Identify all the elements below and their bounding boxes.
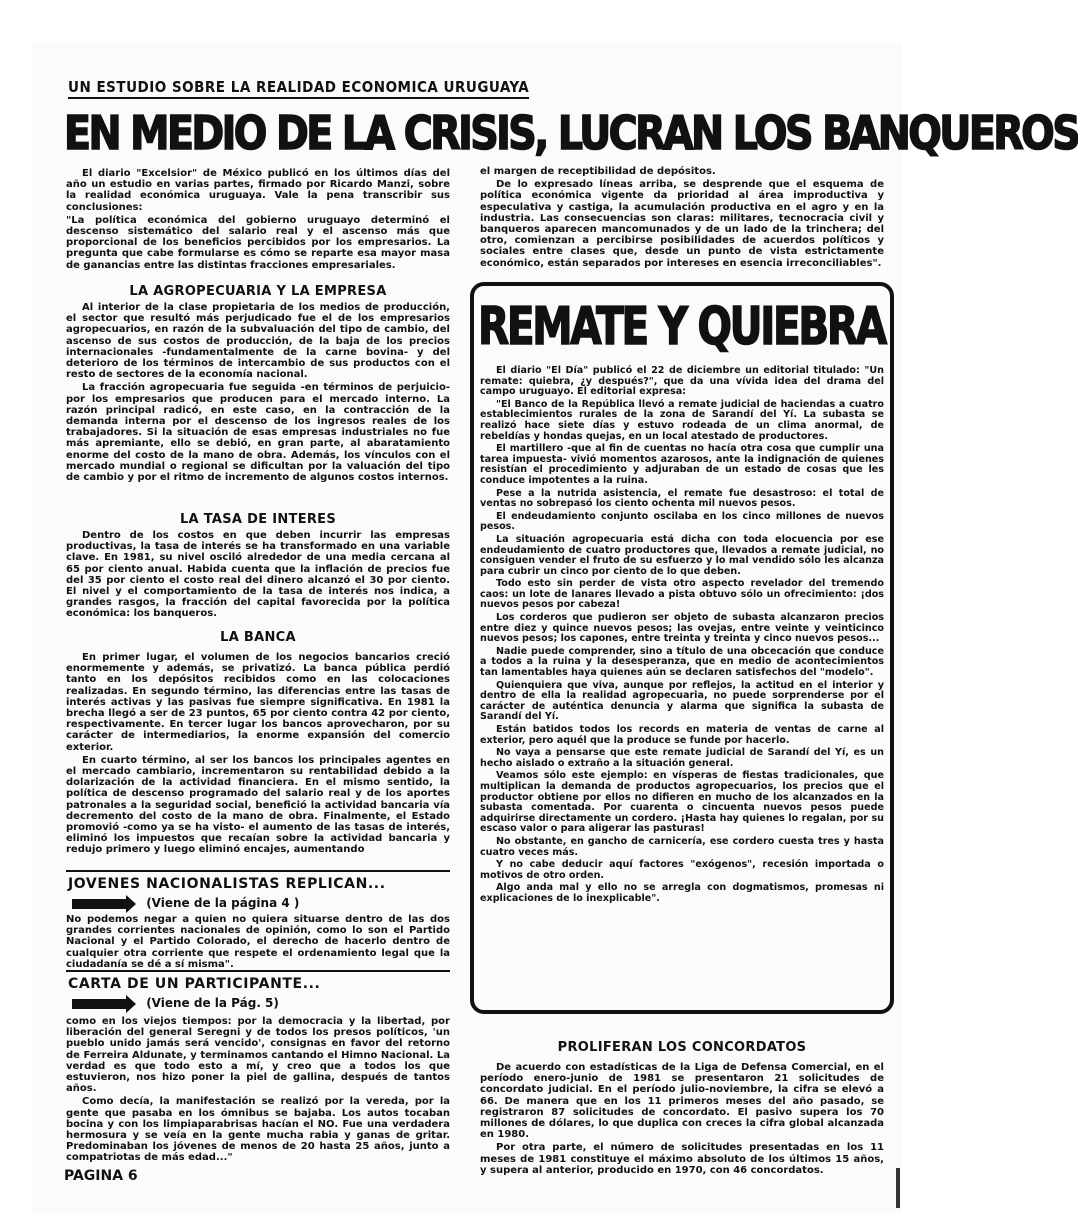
remate-paragraph-16: Algo anda mal y ello no se arregla con dogmatismos, promesas ni explicaciones de lo inexplicable". [480,882,884,904]
concordatos-paragraph-2: Por otra parte, el número de solicitudes presentadas en los 11 meses de 1981 constituye el máximo absoluto de los últimos 15 años, y supera al anterior, producido en 1970, con 46 concordatos. [480,1142,884,1176]
agro-paragraph-2: La fracción agropecuaria fue seguida -en términos de perjuicio- por los empresarios que producen para el mercado interno. La razón principal radicó, en este caso, en la contracción de la demanda interna por el descenso de los ingresos reales de los trabajadores. Si la situación de esas empresas industriales no fue más apremiante, ello se debió, en gran parte, al abaratamiento enorme del costo de la mano de obra. Además, los vínculos con el mercado mundial o regional se dificultan por la valuación del tipo de cambio y por el ritmo de incremento de algunos costos internos. [66,382,450,484]
intro-paragraph-1: El diario "Excelsior" de México publicó en los últimos días del año un estudio en varias partes, firmado por Ricardo Manzi, sobre la realidad económica uruguaya. Vale la pena transcribir sus conclusiones: [66,168,450,213]
section-heading-concordatos: PROLIFERAN LOS CONCORDATOS [557,1040,807,1055]
agro-paragraph-1: Al interior de la clase propietaria de los medios de producción, el sector que resultó más perjudicado fue el de los empresarios agropecuarios, en razón de la subvaluación del tipo de cambio, del ascenso de sus costos de producción, de la baja de los precios internacionales -fundamentalmente de la carne bovina- y del deterioro de los términos de intercambio de sus productos con el resto de sectores de la economía nacional. [66,302,450,381]
banca-paragraph-1: En primer lugar, el volumen de los negocios bancarios creció enormemente y además, se privatizó. La banca pública perdió tanto en los depósitos recibidos como en las colocaciones realizadas. En segundo término, las diferencias entre las tasas de interés activas y las pasivas fue siempre significativa. En 1981 la brecha llegó a ser de 23 puntos, 65 por ciento contra 42 por ciento, respectivamente. En tercer lugar los bancos aprovecharon, por su carácter de intermediarios, la enorme expansión del comercio exterior. [66,652,450,753]
kicker-line: UN ESTUDIO SOBRE LA REALIDAD ECONOMICA URUGUAYA [68,78,529,99]
remate-article [480,366,884,907]
tasa-paragraph-1: Dentro de los costos en que deben incurrir las empresas productivas, la tasa de interés se ha transformado en una variable clave. En 1981, su nivel osciló alrededor de una media cercana al 65 por ciento anual. Habida cuenta que la inflación de precios fue del 35 por ciento el costo real del dinero alcanzó el 30 por ciento. El nivel y el comportamiento de la tasa de interés nos indica, a grandes rasgos, la fracción del capital favorecida por la política económica: los banqueros. [66,530,450,620]
remate-title: REMATE Y QUIEBRA [478,297,885,357]
divider-jovenes [66,870,450,872]
arrow-icon [72,899,126,909]
remate-paragraph-12: No vaya a pensarse que este remate judicial de Sarandí del Yí, es un hecho aislado o extraño a la situación general. [480,747,884,769]
banca-paragraph-2: En cuarto término, al ser los bancos los principales agentes en el mercado cambiario, incrementaron su rentabilidad debido a la dolarización de la actividad financiera. En el mismo sentido, la política de descenso programado del salario real y de los aportes patronales a la seguridad social, benefició la actividad bancaria vía decremento del costo de la mano de obra. Finalmente, el Estado promovió -como ya se ha visto- el aumento de las tasas de interés, eliminó los impuestos que recaían sobre la actividad bancaria y redujo primero y luego eliminó encajes, aumentando [66,754,450,856]
carta-continuation-label: (Viene de la Pág. 5) [146,996,279,1010]
remate-paragraph-5: El endeudamiento conjunto oscilaba en los cinco millones de nuevos pesos. [480,510,884,533]
remate-paragraph-14: No obstante, en gancho de carnicería, ese cordero cuesta tres y hasta cuatro veces más. [480,835,884,858]
arrow-icon [72,999,126,1009]
page-number: PAGINA 6 [64,1168,138,1184]
carta-title: CARTA DE UN PARTICIPANTE... [68,976,321,992]
remate-paragraph-8: Los corderos que pudieron ser objeto de subasta alcanzaron precios entre diez y quince nuevos pesos; las ovejas, entre veinte y veinticinco nuevos pesos; los capones, entre treinta y treinta y cinco nuevos pesos... [480,612,884,645]
main-headline: EN MEDIO DE LA CRISIS, LUCRAN LOS BANQUEROS [64,106,1078,160]
intro-article [66,168,450,273]
remate-paragraph-13: Veamos sólo este ejemplo: en vísperas de fiestas tradicionales, que multiplican la demanda de productos agropecuarios, los precios que el productor obtiene por ellos no difieren en mucho de los alcanzados en la subasta comentada. Por cuarenta o cincuenta nuevos pesos puede adquirirse directamente un cordero. ¡Hasta hay quienes lo regalan, por su escaso valor o para aligerar las pasturas! [480,770,884,835]
jovenes-continuation-label: (Viene de la página 4 ) [146,896,300,910]
carta-paragraph-1: como en los viejos tiempos: por la democracia y la libertad, por liberación del general Seregni y de todos los presos políticos, 'un pueblo unido jamás será vencido', consignas en favor del retorno de Ferreira Aldunate, y terminamos cantando el Himno Nacional. La verdad es que todo esto a mí, y creo que a todos los que estuvieron, nos hizo poner la piel de gallina, después de tantos años. [66,1016,450,1095]
conclusion-paragraph-2: De lo expresado líneas arriba, se desprende que el esquema de política económica vigente da prioridad al área improductiva y especulativa y castiga, la acumulación productiva en el agro y en la industria. Las consecuencias son claras: militares, tecnocracia civil y banqueros aparecen mancomunados y de un lado de la trinchera; del otro, comienzan a percibirse posibilidades de acuerdos políticos y sociales entre clases que, desde un punto de vista estrictamente económico, están separados por intereses en esencia irreconciliables". [480,179,884,269]
section-heading-agro: LA AGROPECUARIA Y LA EMPRESA [129,284,387,299]
conclusion-paragraph-1: el margen de receptibilidad de depósitos. [480,166,716,177]
remate-paragraph-7: Todo esto sin perder de vista otro aspecto revelador del tremendo caos: un lote de lanares llevado a pista obtuvo sólo un ofrecimiento: ¡dos nuevos pesos por cabeza! [480,578,884,611]
remate-paragraph-3: El martillero -que al fin de cuentas no hacía otra cosa que cumplir una tarea impuesta- vivió momentos azarosos, ante la indignación de quienes resistían el procedimiento y adjuraban de un estado de cosas que les conduce impotentes a la ruina. [480,443,884,486]
jovenes-paragraph-1: No podemos negar a quien no quiera situarse dentro de las dos grandes corrientes nacionales de opinión, como lo son el Partido Nacional y el Partido Colorado, el derecho de hacerlo dentro de cualquier otra corriente que respete el ordenamiento legal que la ciudadanía se dé a sí misma". [66,914,450,970]
concordatos-paragraph-1: De acuerdo con estadísticas de la Liga de Defensa Comercial, en el período enero-junio de 1981 se presentaron 21 solicitudes de concordato judicial. En el período julio-noviembre, la cifra se elevó a 66. De manera que en los 11 primeros meses del año pasado, se registraron 87 solicitudes de concordato. El pasivo supera los 70 millones de dólares, lo que duplica con creces la cifra global alcanzada en 1980. [480,1062,884,1141]
remate-paragraph-6: La situación agropecuaria está dicha con toda elocuencia por ese endeudamiento de cuatro productores que, llevados a remate judicial, no consiguen vender el fruto de su esfuerzo y lo mal vendido sólo les alcanza para cubrir un cinco por ciento de lo que deben. [480,533,884,577]
jovenes-continuation [72,896,299,910]
remate-paragraph-11: Están batidos todos los records en materia de ventas de carne al exterior, pero aquél que la produce se funde por hacerlo. [480,724,884,746]
tasa-section [66,530,450,622]
jovenes-title: JOVENES NACIONALISTAS REPLICAN... [68,876,386,892]
divider-carta [66,970,450,972]
intro-conclusion [480,166,884,271]
carta-continuation [72,996,279,1010]
concordatos-section [480,1062,884,1178]
scan-edge-mark [896,1168,900,1208]
remate-paragraph-9: Nadie puede comprender, sino a título de una obcecación que conduce a todos a la ruina y la desesperanza, que en medio de acontecimientos tan lamentables haya quienes aún se declaren satisfechos del "modelo". [480,645,884,679]
remate-paragraph-2: "El Banco de la República llevó a remate judicial de haciendas a cuatro establecimientos rurales de la zona de Sarandí del Yí. La subasta se realizó hace siete días y estuvo rodeada de un clima anormal, de rebeldías y hondas quejas, en un local atestado de productores. [480,398,884,442]
agro-section [66,302,450,485]
remate-paragraph-15: Y no cabe deducir aquí factores "exógenos", recesión importada o motivos de otro orden. [480,859,884,881]
remate-paragraph-10: Quienquiera que viva, aunque por reflejos, la actitud en el interior y dentro de ella la realidad agropecuaria, no puede sorprenderse por el carácter de auténtica denuncia y alarma que significa la subasta de Sarandí del Yí. [480,679,884,723]
carta-article [66,1016,450,1166]
section-heading-tasa: LA TASA DE INTERES [179,512,337,527]
banca-section [66,652,450,858]
jovenes-article [66,914,450,972]
section-heading-banca: LA BANCA [220,630,296,645]
remate-paragraph-1: El diario "El Día" publicó el 22 de diciembre un editorial titulado: "Un remate: quiebra, ¿y después?", que da una vívida idea del drama del campo uruguayo. El editorial expresa: [480,365,884,398]
intro-paragraph-2: "La política económica del gobierno uruguayo determinó el descenso sistemático del salario real y el ascenso más que proporcional de los beneficios percibidos por los empresarios. La pregunta que cabe formularse es cómo se reparte esa mayor masa de ganancias entre las distintas fracciones empresariales. [66,214,450,271]
carta-paragraph-2: Como decía, la manifestación se realizó por la vereda, por la gente que pasaba en los ómnibus se bajaba. Los autos tocaban bocina y con los limpiaparabrisas hacían el NO. Fue una verdadera hermosura y se veía en la gente mucha rabia y ganas de gritar. Predominaban los jóvenes de menos de 20 hasta 25 años, junto a compatriotas de más edad..." [66,1096,450,1164]
remate-paragraph-4: Pese a la nutrida asistencia, el remate fue desastroso: el total de ventas no sobrepasó los ciento ochenta mil nuevos pesos. [480,487,884,510]
